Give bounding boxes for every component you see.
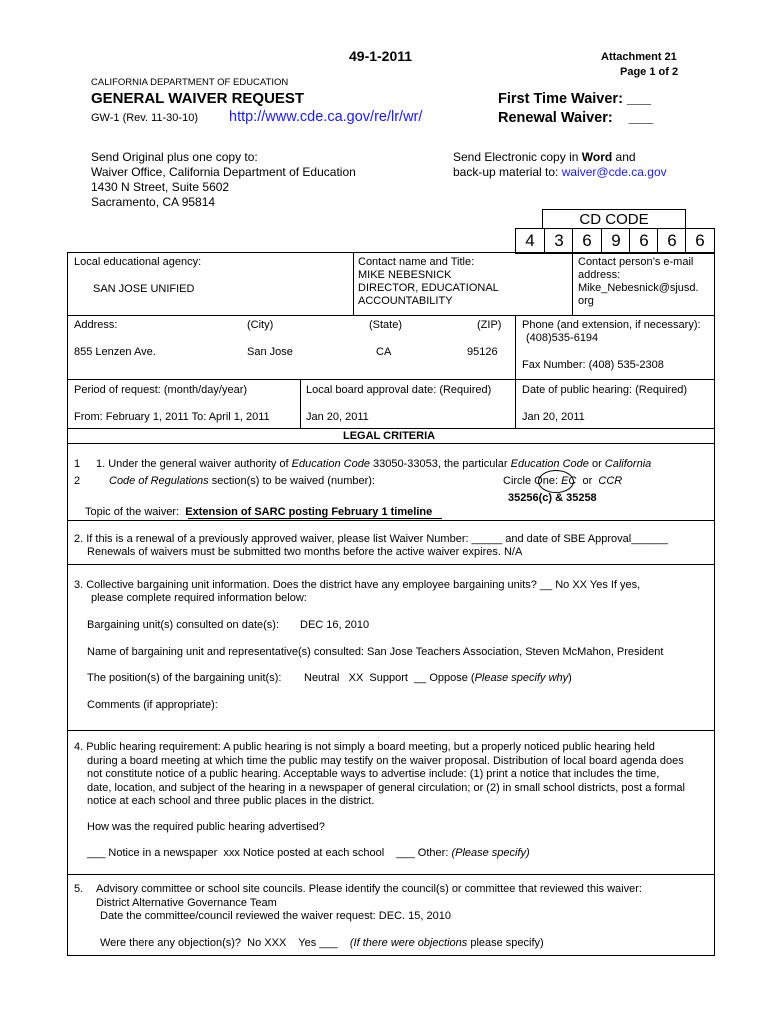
city-label: (City) bbox=[247, 319, 274, 331]
hearing-advertised-question: How was the required public hearing advertised? bbox=[87, 821, 325, 833]
position-options: Neutral XX Support __ Oppose ( bbox=[304, 672, 475, 684]
contact-title-1: DIRECTOR, EDUCATIONAL bbox=[358, 282, 499, 294]
bargaining-consulted-value: DEC 16, 2010 bbox=[300, 619, 370, 631]
item-number-2: 2 bbox=[74, 475, 81, 487]
q3-line-1: 3. Collective bargaining unit information. Does the district have any employee bargaining units? __ No XX Yes If yes, bbox=[74, 579, 641, 591]
state-label: (State) bbox=[369, 319, 403, 331]
phone-label: Phone (and extension, if necessary): bbox=[522, 319, 701, 331]
cd-code-digits bbox=[515, 228, 715, 254]
objections-options: Were there any objection(s)? No XXX Yes ___ bbox=[100, 937, 350, 949]
waiver-email-link[interactable]: waiver@cde.ca.gov bbox=[561, 165, 667, 179]
hearing-specify: (Please specify) bbox=[451, 847, 530, 859]
legal-ec-text: Education Code bbox=[510, 458, 589, 470]
legal-criteria-heading: LEGAL CRITERIA bbox=[343, 430, 436, 442]
contact-name: MIKE NEBESNICK bbox=[358, 269, 452, 281]
q4-line: date, location, and subject of the hearing in a newspaper of general circulation; or (2) in small school districts, post a formal bbox=[87, 781, 685, 794]
board-approval-label: Local board approval date: (Required) bbox=[306, 384, 492, 396]
fax-number: Fax Number: (408) 535-2308 bbox=[522, 359, 664, 371]
board-approval-value: Jan 20, 2011 bbox=[306, 411, 369, 423]
email-label-2: address: bbox=[578, 269, 621, 281]
legal-text: or bbox=[588, 458, 605, 470]
backup-material-text: back-up material to: bbox=[453, 165, 562, 179]
q4-line: 4. Public hearing requirement: A public hearing is not simply a board meeting, but a properly noticed public hearing held bbox=[74, 741, 655, 753]
q4-paragraph bbox=[74, 741, 685, 809]
legal-ca-text: California bbox=[604, 458, 652, 470]
circle-one-text: Circle One: bbox=[503, 475, 562, 487]
period-value: From: February 1, 2011 To: April 1, 2011 bbox=[74, 411, 270, 423]
q5-number: 5. bbox=[74, 883, 84, 895]
cd-digit: 6 bbox=[572, 229, 601, 253]
topic-line bbox=[85, 506, 432, 518]
contact-title-2: ACCOUNTABILITY bbox=[358, 295, 453, 307]
city-value: San Jose bbox=[247, 346, 293, 358]
waiver-url-link[interactable]: http://www.cde.ca.gov/re/lr/wr/ bbox=[229, 109, 423, 125]
address-label: Address: bbox=[74, 319, 118, 331]
comments-label: Comments (if appropriate): bbox=[87, 699, 218, 711]
cd-digit: 6 bbox=[657, 229, 686, 253]
email-label-1: Contact person’s e-mail bbox=[578, 256, 694, 268]
email-block bbox=[578, 256, 699, 308]
objections-specify: (If there were objections bbox=[349, 937, 468, 949]
position-specify: Please specify why bbox=[474, 672, 569, 684]
department-name: CALIFORNIA DEPARTMENT OF EDUCATION bbox=[91, 77, 289, 88]
form-title: GENERAL WAIVER REQUEST bbox=[91, 90, 305, 107]
waiver-office-line: Waiver Office, California Department of Education bbox=[91, 165, 356, 179]
cd-digit: 6 bbox=[685, 229, 714, 253]
cd-digit: 9 bbox=[601, 229, 630, 253]
period-label: Period of request: (month/day/year) bbox=[74, 384, 248, 396]
bargaining-unit-name: Name of bargaining unit and representative(s) consulted: San Jose Teachers Association, Steven McMahon, President bbox=[87, 646, 664, 658]
bargaining-position-label: The position(s) of the bargaining unit(s): bbox=[87, 672, 282, 684]
word-format: Word bbox=[581, 150, 613, 164]
circle-ec-option: EC bbox=[561, 475, 577, 487]
form-id: GW-1 (Rev. 11-30-10) bbox=[91, 112, 198, 124]
page-indicator: Page 1 of 2 bbox=[620, 66, 679, 78]
email-value-1: Mike_Nebesnick@sjusd. bbox=[578, 282, 699, 294]
topic-label: Topic of the waiver: bbox=[85, 506, 186, 518]
legal-ec-text: Education Code bbox=[291, 458, 370, 470]
cd-code-label: CD CODE bbox=[579, 211, 649, 228]
legal-text: section(s) to be waived (number): bbox=[208, 475, 375, 487]
legal-text: 1. Under the general waiver authority of bbox=[96, 458, 292, 470]
legal-line-1 bbox=[96, 458, 651, 470]
cd-digit: 4 bbox=[525, 231, 535, 250]
first-time-waiver: First Time Waiver: ___ bbox=[498, 91, 652, 107]
renewal-waiver: Renewal Waiver: ___ bbox=[498, 110, 654, 126]
legal-ccr-text: Code of Regulations bbox=[109, 475, 209, 487]
item-number-1: 1 bbox=[74, 458, 81, 470]
q2-line-2: Renewals of waivers must be submitted two months before the active waiver expires. N/A bbox=[87, 546, 523, 558]
street-value: 855 Lenzen Ave. bbox=[74, 346, 156, 358]
circle-or-text: or bbox=[576, 475, 599, 487]
bargaining-position-value bbox=[304, 672, 572, 684]
street-line: 1430 N Street, Suite 5602 bbox=[91, 180, 230, 194]
send-electronic-and: and bbox=[612, 150, 636, 164]
q2-line-1: 2. If this is a renewal of a previously approved waiver, please list Waiver Number: _____ and date of SBE Approval______ bbox=[74, 533, 668, 545]
send-electronic-block bbox=[453, 150, 667, 180]
bargaining-consulted-label: Bargaining unit(s) consulted on date(s): bbox=[87, 619, 279, 631]
cd-code-label-box bbox=[542, 209, 686, 229]
attachment-label: Attachment 21 bbox=[601, 51, 677, 63]
q5-block bbox=[96, 883, 642, 924]
zip-value: 95126 bbox=[467, 346, 498, 358]
contact-label: Contact name and Title: bbox=[358, 256, 475, 268]
q4-line: notice at each school and three public places in the district. bbox=[87, 795, 375, 807]
state-value: CA bbox=[376, 346, 392, 358]
q4-line: during a board meeting at which time the public may testify on the waiver proposal. Distribution of local board agenda does bbox=[87, 754, 684, 767]
code-sections: 35256(c) & 35258 bbox=[508, 492, 597, 504]
objections-specify-tail: please specify) bbox=[467, 937, 544, 949]
q5-committee-name: District Alternative Governance Team bbox=[96, 896, 277, 909]
send-original-block bbox=[91, 150, 356, 210]
send-electronic-text: Send Electronic copy in bbox=[453, 150, 582, 164]
q5-review-date: Date the committee/council reviewed the waiver request: DEC. 15, 2010 bbox=[100, 910, 451, 922]
public-hearing-value: Jan 20, 2011 bbox=[522, 411, 585, 423]
agency-label: Local educational agency: bbox=[74, 256, 202, 268]
position-close: ) bbox=[568, 672, 572, 684]
document-number: 49-1-2011 bbox=[349, 48, 413, 64]
phone-value: (408)535-6194 bbox=[526, 332, 599, 344]
q5-objections bbox=[100, 937, 544, 949]
q4-line: not constitute notice of a public hearing. Acceptable ways to advertise include: (1) print a notice that includes the time, bbox=[87, 768, 660, 780]
topic-value: Extension of SARC posting February 1 timeline bbox=[185, 506, 433, 518]
agency-value: SAN JOSE UNIFIED bbox=[93, 283, 195, 295]
legal-text: 33050-33053, the particular bbox=[369, 458, 511, 470]
q5-line-1: Advisory committee or school site councils. Please identify the council(s) or committee that reviewed this waiver: bbox=[96, 883, 642, 895]
hearing-options: ___ Notice in a newspaper xxx Notice posted at each school ___ Other: bbox=[87, 847, 452, 859]
email-value-2: org bbox=[578, 295, 594, 307]
public-hearing-label: Date of public hearing: (Required) bbox=[522, 384, 688, 396]
cd-digit: 6 bbox=[629, 229, 658, 253]
q3-line-2: please complete required information below: bbox=[91, 592, 307, 604]
zip-label: (ZIP) bbox=[477, 319, 502, 331]
cd-digit: 3 bbox=[544, 229, 573, 253]
circle-ccr-option: CCR bbox=[598, 475, 623, 487]
send-original-line: Send Original plus one copy to: bbox=[91, 150, 258, 164]
contact-block bbox=[358, 256, 499, 308]
hearing-advertised-answer bbox=[87, 847, 530, 859]
city-line: Sacramento, CA 95814 bbox=[91, 195, 216, 209]
legal-line-2 bbox=[109, 475, 375, 487]
circle-mark-icon bbox=[538, 470, 577, 493]
